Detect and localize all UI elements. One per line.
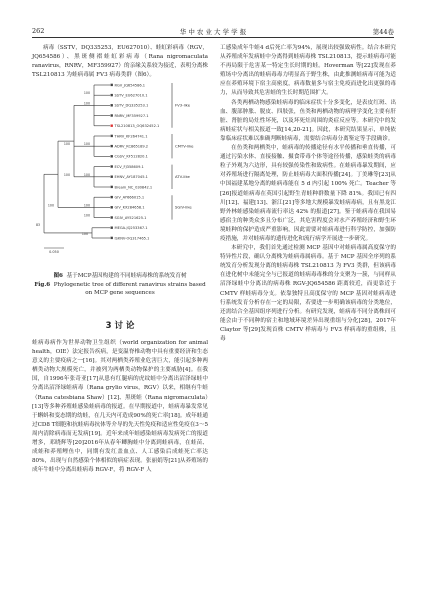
bootstrap-value: 100 <box>63 142 70 147</box>
tip-marker <box>111 186 113 188</box>
page-number: 262 <box>32 27 45 35</box>
left-column-body <box>32 339 208 475</box>
bootstrap-value: 100 <box>83 203 90 208</box>
bootstrap-value: 100 <box>47 203 54 208</box>
tip-marker <box>111 237 113 239</box>
caption-cn <box>32 272 208 281</box>
paragraph: 各类两栖动物感染蛙病毒的临床症状十分多变化，是表皮红斑、出血、腹部肿胀、脱皮、四肢张，鱼类和两栖动物的病理学变化主要有肝脏、肾脏的局灶性坏死，以及坏死灶周围的炎症反应等。本研究中的发病蛙症状与相关报道一致[14,20-21]。因此，本研究结果显示，单纯依靠临床症状难以准确判断蛙病毒，需要结合病毒分离鉴定等手段确诊。 <box>220 99 396 142</box>
bootstrap-value: 100 <box>63 172 70 177</box>
taxon-label: RNRV_MF359927.1 <box>114 113 149 118</box>
taxon-label: GIV_KX284658.1 <box>114 205 145 210</box>
paragraph: 在鱼类和两栖类中，蛙病毒的传播途径有水平传播和垂直传播，可通过污染水体、直接接触、摄食带毒个体等途径传播，感染蛙类的病毒粒子外观为六边形，具有较强传染性和致病性。在蛙病毒暴发期间，应对养殖场进行隔离处理，防止蛙病毒大面积传播[24]。丁美琳等[23]从中国福建某地分离的蛙病毒能在 5 d 内引起 100% 死亡。Teacher 等[26]报道蛙病毒在英国引起野生青蛙种群数量下降 81%。我国已有四川[12]、福建[13]、浙江[21]等多地大规模暴发蛙病毒病，且有黑龙江野外林蛙感染蛙病毒流行率达 42% 的报道[27]。鉴于蛙病毒在我国易感宿主的种类众多且分布广泛，其危害程度会对水产养殖经济和野生环境蛙种的保护造成严重影响，因此需要对蛙病毒进行科学防控，加强防疫措施，并对蛙病毒的遗传进化和流行病学开展进一步研究。 <box>220 145 396 242</box>
tip-marker <box>111 216 113 218</box>
taxon-label: MEGA-JQ253367.1 <box>114 226 148 231</box>
tip-marker <box>111 145 113 147</box>
clade-label: ATV-like <box>175 174 190 180</box>
taxon-label: ECV_FJ358609.1 <box>114 164 144 169</box>
bootstrap-value: 83 <box>35 222 40 227</box>
tip-marker <box>111 125 113 127</box>
taxon-label: SGIV_AY521625.1 <box>114 215 147 220</box>
tip-marker <box>111 84 113 86</box>
taxon-label: TSL210813_OQ632452.1 <box>114 124 160 129</box>
clade-label: CMTV-like <box>175 143 194 149</box>
taxon-label: EHNV_AY187045.1 <box>114 175 148 180</box>
taxon-label: RGV_JQ654586.1 <box>114 83 146 88</box>
tip-marker <box>111 196 113 198</box>
caption-cn-label: 图6 <box>53 273 63 279</box>
tip-marker <box>111 135 113 137</box>
tip-marker <box>111 165 113 167</box>
tip-marker <box>111 206 113 208</box>
section-heading: 3 讨 论 <box>105 321 135 331</box>
paragraph: 蛙病毒病作为世界动物卫生组织（world organization for animal health，OIE）法定报告疾病，是变温脊椎动物中具有重要经济和生态意义的主要疫病之一[16]。其对两栖类养殖业危害巨大，能引起多种两栖类动物大规模死亡，并被列为两栖类动物保护的主要威胁[4]。在我国，自1996年张奇亚[17]从患有红腿病的虎纹蛙中分离出沼泽绿蛙中分离出沼泽绿蛙病毒（Rana grylio virus，RGV）以来，相继有牛蛙（Rana catesbiana Shaw）[12]、黑斑蛙（Rana nigromaculata）[13]等多种养殖蛙感染蛙病毒的报道。在早期报道中，蛙病毒暴发常见于蝌蚪和变态期的幼蛙，在几天内可造成90%的死亡率[18]。成年蛙通过CD8 T细胞和抗蛙病毒抗体等介导的先天性免疫和适应性免疫在3～5周内清除病毒而无发病[19]。近年来成年蛙感染蛙病毒发病死亡的报道增多，邓晓辉等[20]2016年从春年鲫胸蛙中分离到蛙病毒，在蛙苗、成蛙和养殖鲤鱼中，同期有发红盖血点、人工感染后成蛙死亡率达80%，出现与自然感染个体相似的病症表现。张丽娟等[21]从养殖场的成年牛蛙中分离出蛙病毒 RGV-F，将 RGV-F 人 <box>32 340 208 474</box>
caption-cn-text: 基于MCP基因构建的不同蛙病毒株的系统发育树 <box>66 273 187 279</box>
caption-en-label: Fig.6 <box>34 281 51 288</box>
bootstrap-value: 100 <box>83 172 90 177</box>
caption-en-text: Phylogenetic tree of different ranavirus strains based on MCP gene sequences <box>53 281 206 297</box>
scale-label: 0.050 <box>49 250 59 254</box>
clade-label: SGIV-like <box>175 204 192 210</box>
phylogenetic-tree-figure <box>32 73 208 278</box>
tip-marker <box>111 104 113 106</box>
taxon-label: ADRV_KC865189.2 <box>114 144 149 149</box>
clade-label: FV3-like <box>175 102 191 108</box>
tip-marker <box>111 114 113 116</box>
taxon-label: SSTV_EU627010.1 <box>114 93 148 98</box>
figure-caption <box>32 272 208 298</box>
taxon-label: CGSV_KF512820.1 <box>114 154 148 159</box>
bootstrap-value: 100 <box>83 142 90 147</box>
taxon-label: THRV_KF264741.1 <box>114 134 148 139</box>
taxon-label: SSTV_DQ335253.1 <box>114 103 149 108</box>
bootstrap-value: 100 <box>83 101 90 106</box>
paragraph: 病毒（SSTV，DQ335253，EU627010）、蛙虹彩病毒（RGV，JQ654586）、黑斑侧褶蛙虹彩病毒（Rana nigromaculata ranavirus，RNRV，MF359927）的亲缘关系较为接近，表明分离株 TSL210813 为蛙病毒属 FV3 病毒类群（图6）。 <box>32 45 208 79</box>
tip-marker <box>111 227 113 229</box>
tip-marker <box>111 176 113 178</box>
paragraph: 工感染成年牛蛙4 d后死亡率为94%，展现出较强致病性。结合本研究从养殖成年发病蛙中分离得到蛙病毒株 TSL210813，提示蛙病毒可能不再局限于危害某一特定生长时期的蛙。Hoverman 等[22]发现在养殖场中分离出的蛙病毒毒力明显高于野生株，由此推测蛙病毒可能为适应在养殖环境下宿主高密度，病毒数量多与宿主免疫而进化出更强的毒力，从而导致其危害蛙的生长时期范围扩大。 <box>220 45 396 97</box>
taxon-label: Bream_NC_030842.1 <box>114 185 153 190</box>
caption-en <box>32 281 208 298</box>
volume-label: 第44卷 <box>372 28 394 36</box>
taxon-label: GIV_AY666015.1 <box>114 195 145 200</box>
journal-title: 华 中 农 业 大 学 学 报 <box>179 28 247 36</box>
tree-svg <box>32 73 208 273</box>
bootstrap-value: 100 <box>83 213 90 218</box>
header-rule <box>32 37 394 38</box>
tip-marker <box>111 94 113 96</box>
bootstrap-value: 100 <box>83 91 90 96</box>
tip-marker <box>111 155 113 157</box>
taxon-label: ISKNV-OQ317465.1 <box>114 236 150 241</box>
page-header <box>32 24 394 38</box>
right-column <box>220 44 396 344</box>
paragraph: 本研究中，我们首先通过检测 MCP 基因中对蛙病毒属高度保守的特异性片段，确认分离株为蛙病毒属病毒。基于 MCP 基因全序列的系统发育分析发现分离的蛙病毒株 TSL210813 为 FV3 类群，但该病毒在进化树中未能完全与已报道的蛙病毒毒株的分支聚为一簇，与同样从沼泽绿蛙中分离出的病毒株 RGV-JQ654586 距离较近，而更靠近于 CMTV 样蛙病毒分支。依靠独特且高度保守的 MCP 基因对蛙病毒进行系统发育分析存在一定的局限，若要进一步明确该病毒的分类地位，还需结合全基因组序列进行分析。有研究发现，蛙病毒不同分离株间可能会由于不同种的宿主和地域环境差异出现重组与分化[28]，2017年 Claytor 等[29]发现首株 CMTV 样病毒与 FV3 样病毒的重组株，且毒 <box>220 245 396 342</box>
bootstrap-value: 100 <box>81 232 88 236</box>
